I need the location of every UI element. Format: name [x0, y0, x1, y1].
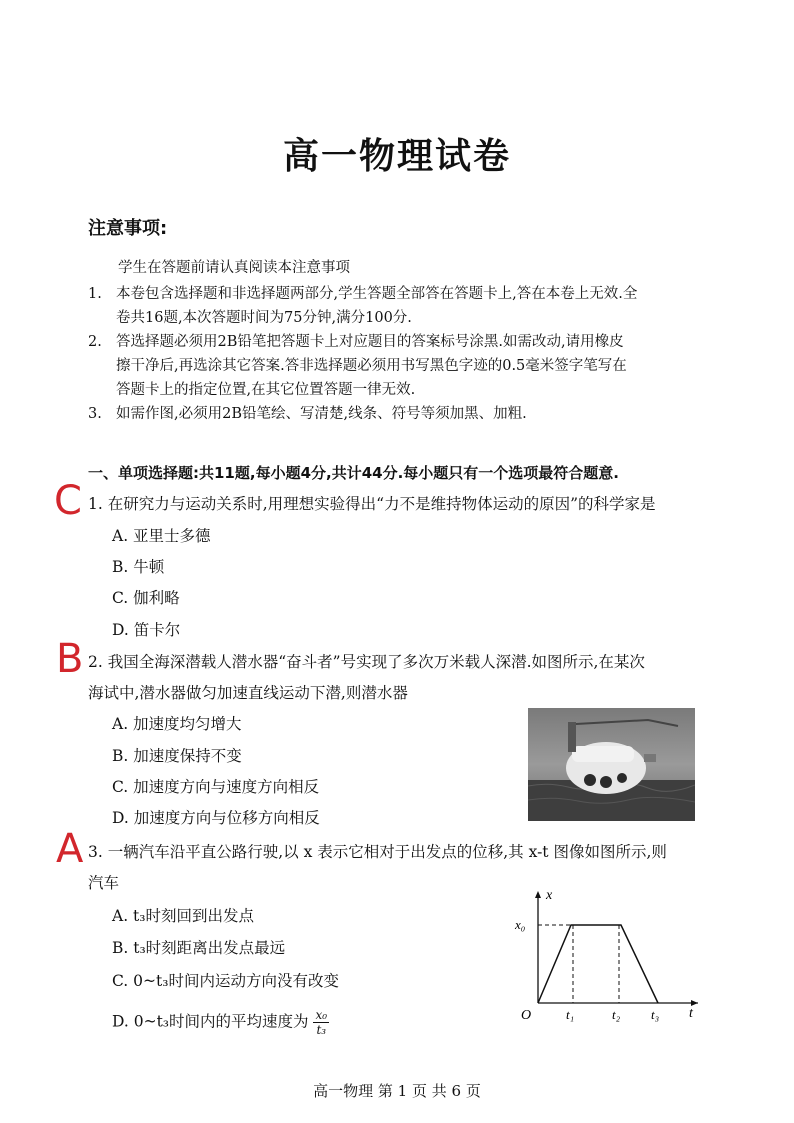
t3-tick-label: t₃ — [651, 1007, 660, 1022]
question-3-text: 3. 一辆汽车沿平直公路行驶,以 x 表示它相对于出发点的位移,其 x-t 图像如图所示,则 — [88, 843, 667, 861]
fraction-denominator: t₃ — [316, 1023, 327, 1037]
option-c: C. 加速度方向与速度方向相反 — [112, 778, 320, 796]
question-2-text: 海试中,潜水器做匀加速直线运动下潜,则潜水器 — [88, 684, 408, 702]
fraction-numerator: x₀ — [315, 1008, 328, 1022]
notice-text: 答题卡上的指定位置,在其它位置答题一律无效. — [116, 382, 416, 398]
option-d — [112, 1008, 329, 1037]
page-footer: 高一物理 第 1 页 共 6 页 — [313, 1082, 481, 1100]
submersible-photo — [528, 708, 695, 821]
option-b: B. 加速度保持不变 — [112, 747, 242, 765]
notice-text: 擦干净后,再选涂其它答案.答非选择题必须用书写黑色字迹的0.5毫米签字笔写在 — [116, 358, 627, 374]
notice-item-2 — [88, 330, 624, 354]
origin-label: O — [521, 1008, 532, 1023]
notice-heading: 注意事项: — [88, 218, 168, 239]
option-d-text: D. 0~t₃时间内的平均速度为 — [112, 1012, 309, 1031]
option-b: B. 牛顿 — [112, 558, 165, 576]
question-1-text: 1. 在研究力与运动关系时,用理想实验得出“力不是维持物体运动的原因”的科学家是 — [88, 495, 656, 513]
page-title: 高一物理试卷 — [282, 136, 511, 177]
t2-tick-label: t₂ — [612, 1007, 621, 1022]
x-axis-arrow — [535, 891, 541, 898]
average-velocity-fraction — [313, 1008, 329, 1037]
y-axis-label: x — [546, 888, 553, 903]
x0-tick-label: x₀ — [515, 917, 526, 932]
notice-text: 如需作图,必须用2B铅笔绘、写清楚,线条、符号等须加黑、加粗. — [116, 406, 527, 422]
option-c: C. 伽利略 — [112, 589, 180, 607]
x-axis-label: t — [689, 1006, 693, 1021]
section-heading: 一、单项选择题:共11题,每小题4分,共计44分.每小题只有一个选项最符合题意. — [88, 464, 619, 482]
option-a: A. 亚里士多德 — [112, 527, 211, 545]
t1-tick-label: t₁ — [566, 1007, 575, 1022]
question-2-text: 2. 我国全海深潜载人潜水器“奋斗者”号实现了多次万米载人深潜.如图所示,在某次 — [88, 653, 645, 671]
option-d: D. 加速度方向与位移方向相反 — [112, 809, 320, 827]
notice-text: 本卷包含选择题和非选择题两部分,学生答题全部答在答题卡上,答在本卷上无效.全 — [116, 286, 638, 302]
notice-text: 卷共16题,本次答题时间为75分钟,满分100分. — [116, 310, 412, 326]
option-a: A. t₃时刻回到出发点 — [112, 907, 254, 925]
option-d: D. 笛卡尔 — [112, 621, 181, 639]
option-b: B. t₃时刻距离出发点最远 — [112, 939, 286, 957]
notice-num: 3. — [88, 406, 102, 422]
option-a: A. 加速度均匀增大 — [112, 715, 242, 733]
option-c: C. 0~t₃时间内运动方向没有改变 — [112, 972, 339, 990]
x-t-curve — [538, 925, 658, 1003]
notice-text: 答选择题必须用2B铅笔把答题卡上对应题目的答案标号涂黑.如需改动,请用橡皮 — [116, 334, 624, 350]
notice-intro: 学生在答题前请认真阅读本注意事项 — [118, 260, 350, 276]
handwritten-answer: C — [54, 478, 82, 524]
notice-num: 1. — [88, 286, 102, 302]
notice-num: 2. — [88, 334, 102, 350]
notice-item-3 — [88, 402, 527, 426]
handwritten-answer: B — [56, 636, 84, 682]
notice-item-1 — [88, 282, 637, 306]
handwritten-answer: A — [56, 826, 84, 872]
question-3-text: 汽车 — [88, 874, 120, 892]
x-t-graph — [513, 885, 703, 1025]
